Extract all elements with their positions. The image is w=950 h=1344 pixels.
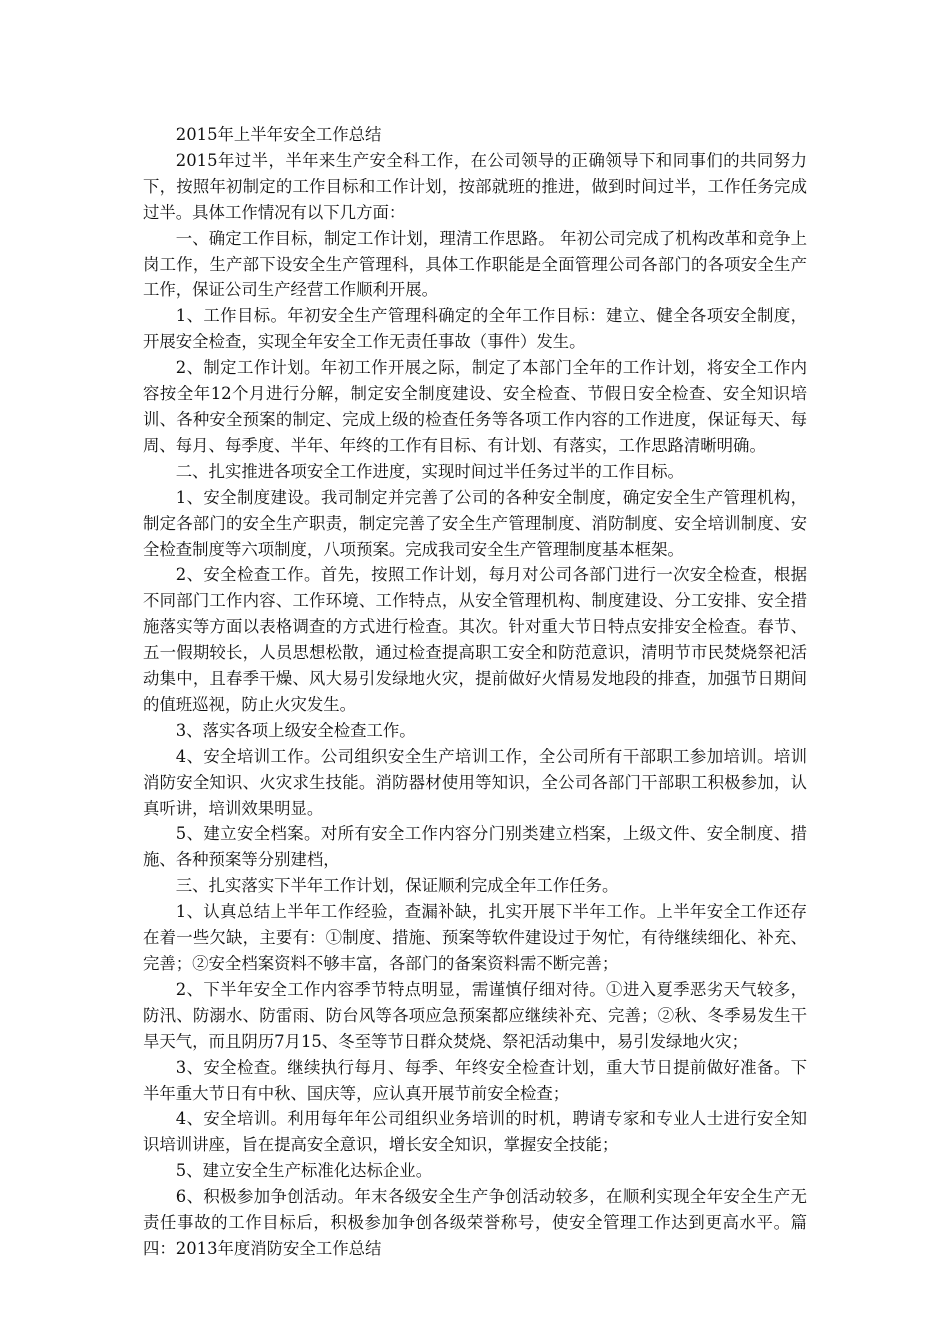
section-2-item-4: 4、安全培训工作。公司组织安全生产培训工作，全公司所有干部职工参加培训。培训消防安全知识、火灾求生技能。消防器材使用等知识，全公司各部门干部职工积极参加，认真听讲，培训效果明显。 bbox=[143, 746, 807, 818]
intro-paragraph: 2015年过半，半年来生产安全科工作，在公司领导的正确领导下和同事们的共同努力下，按照年初制定的工作目标和工作计划，按部就班的推进，做到时间过半，工作任务完成过半。具体工作情况有以下几方面： bbox=[143, 150, 807, 222]
section-3-heading: 三、扎实落实下半年工作计划，保证顺利完成全年工作任务。 bbox=[175, 876, 619, 896]
section-3-item-4: 4、安全培训。利用每年年公司组织业务培训的时机，聘请专家和专业人士进行安全知识培训讲座，旨在提高安全意识，增长安全知识，掌握安全技能； bbox=[143, 1109, 807, 1155]
section-2-item-2: 2、安全检查工作。首先，按照工作计划，每月对公司各部门进行一次安全检查，根据不同部门工作内容、工作环境、工作特点，从安全管理机构、制度建设、分工安排、安全措施落实等方面以表格调查的方式进行检查。其次。针对重大节日特点安排安全检查。春节、五一假期较长，人员思想松散，通过检查提高职工安全和防范意识，清明节市民焚烧祭祀活动集中，且春季干燥、风大易引发绿地火灾，提前做好火情易发地段的排查，加强节日期间的值班巡视，防止火灾发生。 bbox=[143, 565, 807, 714]
section-3-item-1: 1、认真总结上半年工作经验，查漏补缺，扎实开展下半年工作。上半年安全工作还存在着一些欠缺，主要有：①制度、措施、预案等软件建设过于匆忙，有待继续细化、补充、完善；②安全档案资料不够丰富，各部门的备案资料需不断完善； bbox=[143, 902, 807, 973]
section-3-item-5: 5、建立安全生产标准化达标企业。 bbox=[175, 1161, 433, 1181]
section-1-item-2: 2、制定工作计划。年初工作开展之际，制定了本部门全年的工作计划，将安全工作内容按全年12个月进行分解，制定安全制度建设、安全检查、节假日安全检查、安全知识培训、各种安全预案的制定、完成上级的检查任务等各项工作内容的工作进度，保证每天、每周、每月、每季度、半年、年终的工作有目标、有计划、有落实，工作思路清晰明确。 bbox=[143, 358, 807, 455]
document-title: 2015年上半年安全工作总结 bbox=[175, 125, 382, 144]
section-3-item-3: 3、安全检查。继续执行每月、每季、年终安全检查计划，重大节日提前做好准备。下半年重大节日有中秋、国庆等，应认真开展节前安全检查； bbox=[143, 1057, 807, 1103]
section-3-item-6: 6、积极参加争创活动。年末各级安全生产争创活动较多，在顺利实现全年安全生产无责任事故的工作目标后，积极参加争创各级荣誉称号，使安全管理工作达到更高水平。篇四：2013年度消防安全工作总结 bbox=[143, 1187, 807, 1258]
section-2-item-5: 5、建立安全档案。对所有安全工作内容分门别类建立档案，上级文件、安全制度、措施、各种预案等分别建档， bbox=[143, 824, 807, 870]
section-1-item-1: 1、工作目标。年初安全生产管理科确定的全年工作目标：建立、健全各项安全制度，开展安全检查，实现全年安全工作无责任事故（事件）发生。 bbox=[143, 306, 807, 352]
document-body bbox=[143, 122, 807, 1262]
section-2-item-3: 3、落实各项上级安全检查工作。 bbox=[175, 720, 416, 740]
section-2-heading: 二、扎实推进各项安全工作进度，实现时间过半任务过半的工作目标。 bbox=[175, 461, 684, 481]
section-2-item-1: 1、安全制度建设。我司制定并完善了公司的各种安全制度，确定安全生产管理机构，制定各部门的安全生产职责，制定完善了安全生产管理制度、消防制度、安全培训制度、安全检查制度等六项制度，八项预案。完成我司安全生产管理制度基本框架。 bbox=[143, 487, 807, 559]
section-1-heading-paragraph: 一、确定工作目标，制定工作计划，理清工作思路。 年初公司完成了机构改革和竞争上岗工作，生产部下设安全生产管理科，具体工作职能是全面管理公司各部门的各项安全生产工作，保证公司生产经营工作顺利开展。 bbox=[143, 228, 807, 300]
section-3-item-2: 2、下半年安全工作内容季节特点明显，需谨慎仔细对待。①进入夏季恶劣天气较多，防汛、防溺水、防雷雨、防台风等各项应急预案都应继续补充、完善；②秋、冬季易发生干旱天气，而且阴历7月15、冬至等节日群众焚烧、祭祀活动集中，易引发绿地火灾； bbox=[143, 979, 807, 1051]
